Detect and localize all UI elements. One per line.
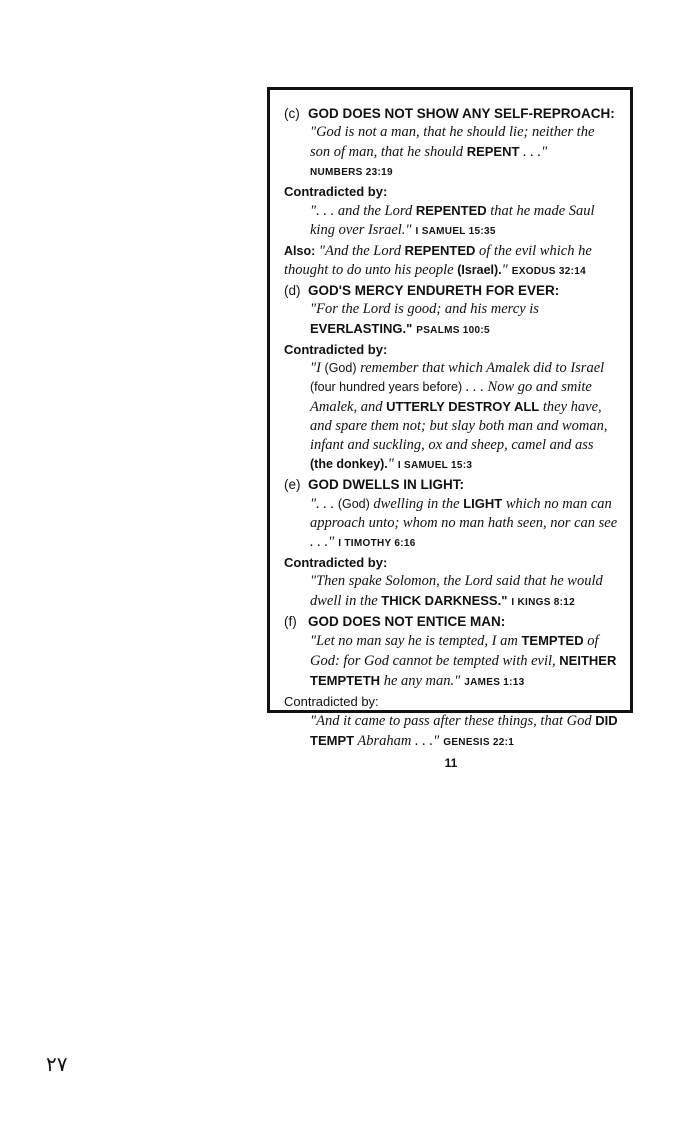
section-e-quote-2: "Then spake Solomon, the Lord said that he would dwell in the THICK DARKNESS." I KINGS 8:12 bbox=[310, 573, 603, 609]
content-frame bbox=[267, 87, 633, 770]
section-f-label: (f) bbox=[284, 614, 297, 629]
section-c-ref-1: NUMBERS 23:19 bbox=[310, 167, 393, 178]
section-d-heading bbox=[284, 281, 618, 300]
section-f-quote-2: "And it came to pass after these things, that God DID TEMPT Abraham . . ." GENESIS 22:1 bbox=[310, 713, 618, 749]
section-c-quote-3: Also: "And the Lord REPENTED of the evil which he thought to do unto his people (Israel)." EXODUS 32:14 bbox=[284, 243, 592, 278]
section-e-label: (e) bbox=[284, 477, 301, 492]
section-c-contradicted: Contradicted by: bbox=[284, 184, 388, 199]
inner-page-number: 11 bbox=[444, 756, 458, 770]
section-e-ref-1: I TIMOTHY 6:16 bbox=[338, 538, 416, 549]
section-d-contradicted: Contradicted by: bbox=[284, 342, 388, 357]
section-f-contradicted: Contradicted by: bbox=[284, 694, 379, 709]
section-c-ref-3: EXODUS 32:14 bbox=[511, 266, 586, 277]
section-f-quote-1: "Let no man say he is tempted, I am TEMPTED of God: for God cannot be tempted with evil, NEITHER TEMPTETH he any man." JAMES 1:13 bbox=[310, 633, 617, 689]
section-d-label: (d) bbox=[284, 283, 301, 298]
section-f-ref-2: GENESIS 22:1 bbox=[443, 737, 515, 748]
section-d-quote-2: "I (God) remember that which Amalek did to Israel (four hundred years before) . . . Now go and smite Amalek, and UTTERLY DESTROY ALL they have, and spare them not; but slay both man and woman, infant and suckling, ox and sheep, camel and ass (the donkey)." I SAMUEL 15:3 bbox=[310, 360, 608, 472]
section-c-title: GOD DOES NOT SHOW ANY SELF-REPROACH: bbox=[308, 106, 615, 121]
section-c-quote-2: ". . . and the Lord REPENTED that he made Saul king over Israel." I SAMUEL 15:35 bbox=[310, 203, 595, 238]
section-e-quote-1: ". . . (God) dwelling in the LIGHT which no man can approach unto; whom no man hath seen, nor can see . . ." I TIMOTHY 6:16 bbox=[310, 496, 618, 550]
outer-page-number: ٢٧ bbox=[46, 1052, 68, 1076]
section-c-heading bbox=[284, 104, 618, 123]
section-c-label: (c) bbox=[284, 106, 300, 121]
section-c-ref-2: I SAMUEL 15:35 bbox=[415, 226, 496, 237]
section-e-title: GOD DWELLS IN LIGHT: bbox=[308, 477, 464, 492]
section-c-also: Also: bbox=[284, 244, 316, 258]
section-e-contradicted: Contradicted by: bbox=[284, 555, 388, 570]
section-f-heading bbox=[284, 612, 618, 631]
section-d-ref-1: PSALMS 100:5 bbox=[416, 325, 490, 336]
section-d-ref-2: I SAMUEL 15:3 bbox=[397, 460, 473, 471]
section-c-quote-1: "God is not a man, that he should lie; neither the son of man, that he should REPENT . . ." NUMBERS 23:19 bbox=[310, 124, 595, 178]
section-d-quote-1: "For the Lord is good; and his mercy is EVERLASTING." PSALMS 100:5 bbox=[310, 301, 539, 336]
section-e-heading bbox=[284, 475, 618, 494]
section-e-ref-2: I KINGS 8:12 bbox=[511, 597, 575, 608]
section-f-title: GOD DOES NOT ENTICE MAN: bbox=[308, 614, 506, 629]
section-f-ref-1: JAMES 1:13 bbox=[464, 677, 525, 688]
section-d-title: GOD'S MERCY ENDURETH FOR EVER: bbox=[308, 283, 560, 298]
